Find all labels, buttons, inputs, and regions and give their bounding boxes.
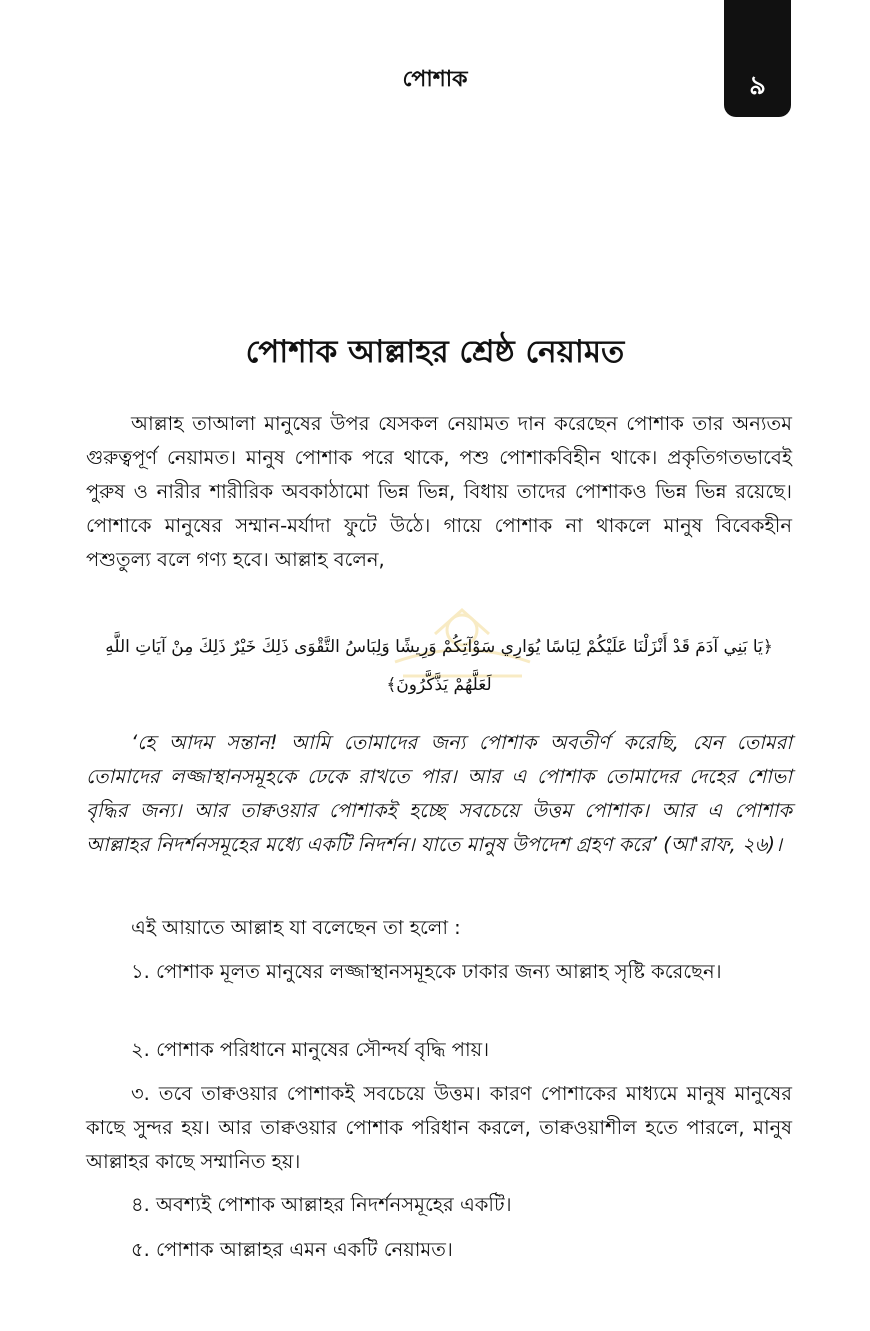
intro-paragraph: আল্লাহ তাআলা মানুষের উপর যেসকল নেয়ামত দান করেছেন পোশাক তার অন্যতম গুরুত্বপূর্ণ নেয়ামত। মানুষ পোশাক পরে থাকে, পশু পোশাকবিহীন থাকে। প্রকৃতিগতভাবেই পুরুষ ও নারীর শারীরিক অবকাঠামো ভিন্ন ভিন্ন, বিধায় তাদের পোশাকও ভিন্ন ভিন্ন রয়েছে। পোশাকে মানুষের সম্মান-মর্যাদা ফুটে উঠে। গায়ে পোশাক না থাকলে মানুষ বিবেকহীন পশুতুল্য বলে গণ্য হবে। আল্লাহ বলেন, (86, 412, 792, 571)
point-1: ১. পোশাক মূলত মানুষের লজ্জাস্থানসমূহকে ঢাকার জন্য আল্লাহ সৃষ্টি করেছেন। (131, 960, 722, 983)
point-2: ২. পোশাক পরিধানে মানুষের সৌন্দর্য বৃদ্ধি পায়। (131, 1038, 490, 1061)
lead-in-text: এই আয়াতে আল্লাহ যা বলেছেন তা হলো : (131, 916, 461, 939)
arabic-ayah: ﴿يَا بَنِي آدَمَ قَدْ أَنْزَلْنَا عَلَيْكُمْ لِبَاسًا يُوَارِي سَوْآتِكُمْ وَرِيشًا وَلِبَاسُ التَّقْوَى ذَلِكَ خَيْرٌ ذَلِكَ مِنْ آيَاتِ اللَّهِ لَعَلَّهُمْ يَذَّكَّرُونَ﴾ (105, 637, 773, 695)
point-3: ৩. তবে তাক্বওয়ার পোশাকই সবচেয়ে উত্তম। কারণ পোশাকের মাধ্যমে মানুষ মানুষের কাছে সুন্দর হয়। আর তাক্বওয়ার পোশাক পরিধান করলে, তাক্বওয়াশীল হতে পারলে, মানুষ আল্লাহর কাছে সম্মানিত হয়। (86, 1082, 792, 1173)
chapter-title: পোশাক আল্লাহর শ্রেষ্ঠ নেয়ামত (245, 334, 625, 370)
page-number-tab (724, 0, 791, 117)
running-head: পোশাক (402, 67, 468, 92)
page-number: ৯ (749, 71, 766, 101)
point-5: ৫. পোশাক আল্লাহর এমন একটি নেয়ামত। (131, 1238, 453, 1261)
point-4: ৪. অবশ্যই পোশাক আল্লাহর নিদর্শনসমূহের একটি। (131, 1193, 512, 1216)
ayah-translation: ‘হে আদম সন্তান! আমি তোমাদের জন্য পোশাক অবতীর্ণ করেছি, যেন তোমরা তোমাদের লজ্জাস্থানসমূহকে ঢেকে রাখতে পার। আর এ পোশাক তোমাদের দেহের শোভা বৃদ্ধির জন্য। আর তাক্বওয়ার পোশাকই হচ্ছে সবচেয়ে উত্তম পোশাক। আর এ পোশাক আল্লাহর নিদর্শনসমূহের মধ্যে একটি নিদর্শন। যাতে মানুষ উপদেশ গ্রহণ করে’ (আ'রাফ, ২৬)। (86, 731, 792, 856)
